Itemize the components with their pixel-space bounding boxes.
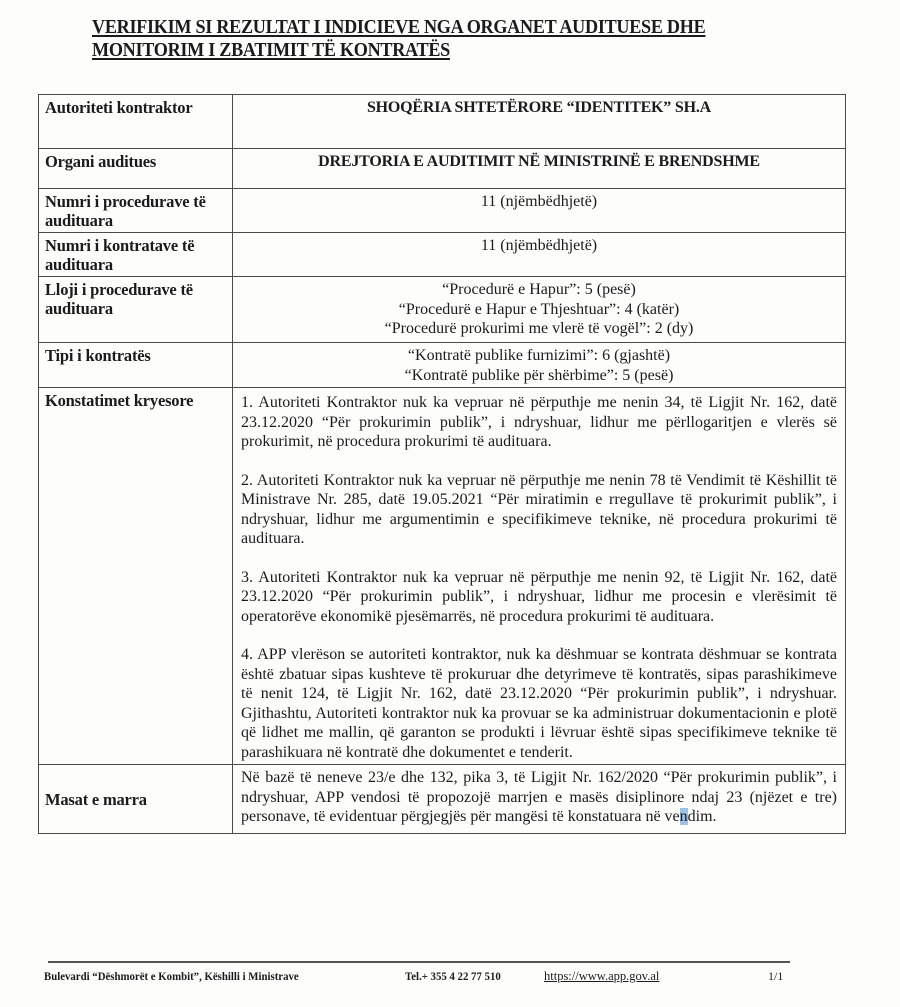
contract-type-line: “Kontratë publike furnizimi”: 6 (gjashtë)	[407, 347, 671, 364]
procedure-type-line: “Procedurë e Hapur e Thjeshtuar”: 4 (katër)	[398, 300, 680, 318]
procedure-type-line: “Procedurë e Hapur”: 5 (pesë)	[442, 281, 636, 298]
procedure-type-line: “Procedurë prokurimi me vlerë të vogël”: 2 (dy)	[384, 320, 694, 337]
finding-paragraph: 1. Autoriteti Kontraktor nuk ka vepruar në përputhje me nenin 34, të Ligjit Nr. 162, datë 23.12.2020 “Për prokurimin publik”, i ndryshuar, lidhur me përllogaritjen e vlerës së prokurimit, në procedura prokurimi të audituara.	[241, 394, 837, 450]
table-row-main-findings	[39, 388, 846, 765]
row-label: Organi auditues	[39, 149, 233, 189]
table-row-contracts-count	[39, 233, 846, 277]
page-number: 1/1	[768, 969, 784, 983]
row-label: Numri i procedurave të audituara	[39, 189, 233, 233]
table-row-contracting-authority	[39, 95, 846, 149]
table-row-contract-types	[39, 343, 846, 388]
finding-paragraph: 4. APP vlerëson se autoriteti kontraktor, nuk ka dëshmuar se kontrata dëshmuar se kontrata është zbatuar sipas kushteve të prokuruar dhe detyrimeve të kontratës, sipas parashikimeve të nenit 124, të Ligjit Nr. 162, datë 23.12.2020 “Për prokurimin publik”, i ndryshuar. Gjithashtu, Autoriteti kontraktor nuk ka provuar se ka administruar dokumentacionin e plotë që lidhet me mallin, që garanton se produkti i lëvruar është sipas specifikimeve teknike të parashikuara në kontratë dhe dokumentet e tenderit.	[241, 646, 837, 761]
title-line-1: VERIFIKIM SI REZULTAT I INDICIEVE NGA ORGANET AUDITUESE DHE	[92, 17, 706, 38]
document-title	[92, 16, 762, 62]
table-row-procedure-types	[39, 277, 846, 343]
title-line-2: MONITORIM I ZBATIMIT TË KONTRATËS	[92, 40, 450, 61]
contracting-authority-value: SHOQËRIA SHTETËRORE “IDENTITEK” SH.A	[233, 95, 846, 149]
finding-paragraph: 2. Autoriteti Kontraktor nuk ka vepruar në përputhje me nenin 78 të Vendimit të Këshillit të Ministrave Nr. 285, datë 19.05.2021 “Për miratimin e rregullave të prokurimit publik”, i ndryshuar, lidhur me argumentimin e specifikimeve teknike, në procedura prokurimi të audituara.	[241, 471, 837, 547]
row-label: Masat e marra	[39, 765, 233, 834]
table-row-procedures-count	[39, 189, 846, 233]
contracts-count-value: 11 (njëmbëdhjetë)	[233, 233, 846, 277]
footer-website-link[interactable]: https://www.app.gov.al	[544, 969, 660, 983]
footer-address: Bulevardi “Dëshmorët e Kombit”, Këshilli i Ministrave	[44, 969, 299, 983]
measures-text-end: dim.	[687, 808, 717, 825]
measures-text: Në bazë të neneve 23/e dhe 132, pika 3, të Ligjit Nr. 162/2020 “Për prokurimin publik”, i ndryshuar, APP vendosi të propozojë marrjen e masës disiplinore ndaj 23 (njëzet e tre) personave, të evidentuar përgjegjës për mangësi të konstatuara në ve	[241, 769, 837, 825]
row-label: Tipi i kontratës	[39, 343, 233, 388]
row-label: Lloji i procedurave të audituara	[39, 277, 233, 343]
row-label: Autoriteti kontraktor	[39, 95, 233, 149]
finding-paragraph: 3. Autoriteti Kontraktor nuk ka vepruar në përputhje me nenin 92, të Ligjit Nr. 162, datë 23.12.2020 “Për prokurimin publik”, i ndryshuar, lidhur me procesin e vlerësimit të operatorëve ekonomikë pjesëmarrës, në procedura prokurimi të audituara.	[241, 568, 837, 625]
audit-summary-table	[38, 94, 846, 834]
procedure-types-value	[233, 277, 846, 343]
row-label: Numri i kontratave të audituara	[39, 233, 233, 277]
footer-divider	[48, 961, 790, 963]
row-label: Konstatimet kryesore	[39, 388, 233, 765]
footer-telephone: Tel.+ 355 4 22 77 510	[405, 969, 501, 983]
table-row-audit-body	[39, 149, 846, 189]
main-findings-value	[233, 388, 846, 765]
contract-types-value	[233, 343, 846, 388]
audit-body-value: DREJTORIA E AUDITIMIT NË MINISTRINË E BRENDSHME	[233, 149, 846, 189]
table-row-measures-taken	[39, 765, 846, 834]
text-selection-highlight: n	[679, 808, 688, 825]
contract-type-line: “Kontratë publike për shërbime”: 5 (pesë)	[404, 366, 674, 384]
measures-taken-value	[233, 765, 846, 834]
procedures-count-value: 11 (njëmbëdhjetë)	[233, 189, 846, 233]
